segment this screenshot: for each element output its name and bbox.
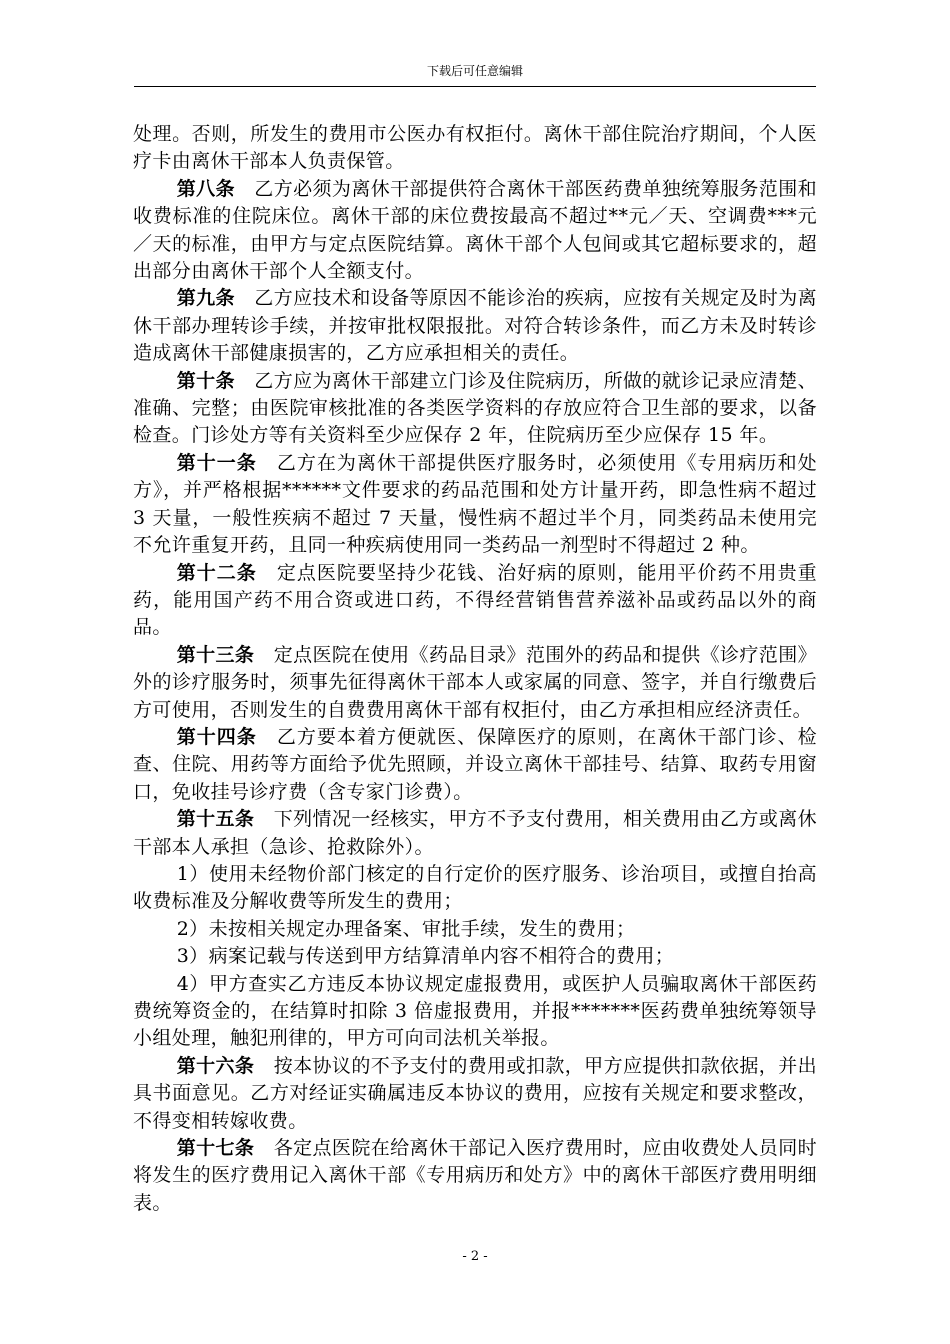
article-10 [133, 368, 817, 450]
article-9 [133, 285, 817, 367]
paragraph [133, 121, 817, 176]
list-item [133, 861, 817, 916]
list-item [133, 971, 817, 1053]
list-item-text: 2）未按相关规定办理备案、审批手续，发生的费用； [176, 917, 636, 940]
article-heading: 第八条 [176, 177, 235, 200]
article-text: 各定点医院在给离休干部记入医疗费用时，应由收费处人员同时将发生的医疗费用记入离休干部《专用病历和处方》中的离休干部医疗费用明细表。 [133, 1137, 817, 1214]
article-text: 下列情况一经核实，甲方不予支付费用，相关费用由乙方或离休干部本人承担（急诊、抢救除外）。 [133, 808, 817, 858]
article-heading: 第十五条 [176, 808, 255, 831]
article-heading: 第九条 [176, 287, 235, 310]
article-13 [133, 642, 817, 724]
article-15 [133, 806, 817, 861]
article-17 [133, 1135, 817, 1217]
page-number: - 2 - [462, 1249, 488, 1264]
list-item-text: 1）使用未经物价部门核定的自行定价的医疗服务、诊治项目，或擅自抬高收费标准及分解收费等所发生的费用； [133, 862, 817, 913]
list-item-text: 4）甲方查实乙方违反本协议规定虚报费用，或医护人员骗取离休干部医药费统筹资金的，在结算时扣除 3 倍虚报费用，并报*******医药费单独统筹领导小组处理，触犯刑律的，甲方可向司法机关举报。 [133, 972, 817, 1050]
article-heading: 第十二条 [176, 561, 257, 584]
article-text: 乙方应技术和设备等原因不能诊治的疾病，应按有关规定及时为离休干部办理转诊手续，并按审批权限报批。对符合转诊条件，而乙方未及时转诊造成离休干部健康损害的，乙方应承担相关的责任。 [133, 287, 817, 365]
article-heading: 第十四条 [176, 725, 257, 748]
article-heading: 第十一条 [176, 451, 257, 474]
article-text: 定点医院在使用《药品目录》范围外的药品和提供《诊疗范围》外的诊疗服务时，须事先征得离休干部本人或家属的同意、签字，并自行缴费后方可使用，否则发生的自费费用离休干部有权拒付，由乙方承担相应经济责任。 [133, 643, 817, 721]
article-heading: 第十七条 [176, 1137, 255, 1160]
list-item [133, 916, 817, 943]
article-heading: 第十六条 [176, 1054, 255, 1077]
list-item-text: 3）病案记载与传送到甲方结算清单内容不相符合的费用； [176, 945, 675, 968]
paragraph-text: 处理。否则，所发生的费用市公医办有权拒付。离休干部住院治疗期间，个人医疗卡由离休干部本人负责保管。 [133, 123, 817, 173]
page-header: 下载后可任意编辑 [426, 64, 523, 78]
article-text: 按本协议的不予支付的费用或扣款，甲方应提供扣款依据，并出具书面意见。乙方对经证实确属违反本协议的费用，应按有关规定和要求整改，不得变相转嫁收费。 [133, 1054, 817, 1132]
article-11 [133, 450, 817, 560]
header-divider [134, 86, 816, 87]
document-body [133, 121, 817, 1217]
article-8 [133, 176, 817, 286]
article-text: 定点医院要坚持少花钱、治好病的原则，能用平价药不用贵重药，能用国产药不用合资或进口药，不得经营销售营养滋补品或药品以外的商品。 [133, 561, 817, 639]
article-heading: 第十三条 [176, 643, 255, 666]
article-heading: 第十条 [176, 369, 235, 392]
article-12 [133, 560, 817, 642]
article-16 [133, 1053, 817, 1135]
list-item [133, 943, 817, 970]
article-text: 乙方在为离休干部提供医疗服务时，必须使用《专用病历和处方》，并严格根据******文件要求的药品范围和处方计量开药，即急性病不超过 3 天量，一般性疾病不超过 7 天量，慢性病不超过半个月，同类药品未使用完不允许重复开药，且同一种疾病使用同一类药品一剂型时不得超过 2 种。 [133, 451, 817, 557]
article-text: 乙方要本着方便就医、保障医疗的原则，在离休干部门诊、检查、住院、用药等方面给予优先照顾，并设立离休干部挂号、结算、取药专用窗口，免收挂号诊疗费（含专家门诊费）。 [133, 725, 817, 803]
article-14 [133, 724, 817, 806]
article-text: 乙方应为离休干部建立门诊及住院病历，所做的就诊记录应清楚、准确、完整；由医院审核批准的各类医学资料的存放应符合卫生部的要求，以备检查。门诊处方等有关资料至少应保存 2 年，住院病历至少应保存 15 年。 [133, 369, 817, 447]
article-text: 乙方必须为离休干部提供符合离休干部医药费单独统筹服务范围和收费标准的住院床位。离休干部的床位费按最高不超过**元／天、空调费***元／天的标准，由甲方与定点医院结算。离休干部个人包间或其它超标要求的，超出部分由离休干部个人全额支付。 [133, 177, 817, 283]
